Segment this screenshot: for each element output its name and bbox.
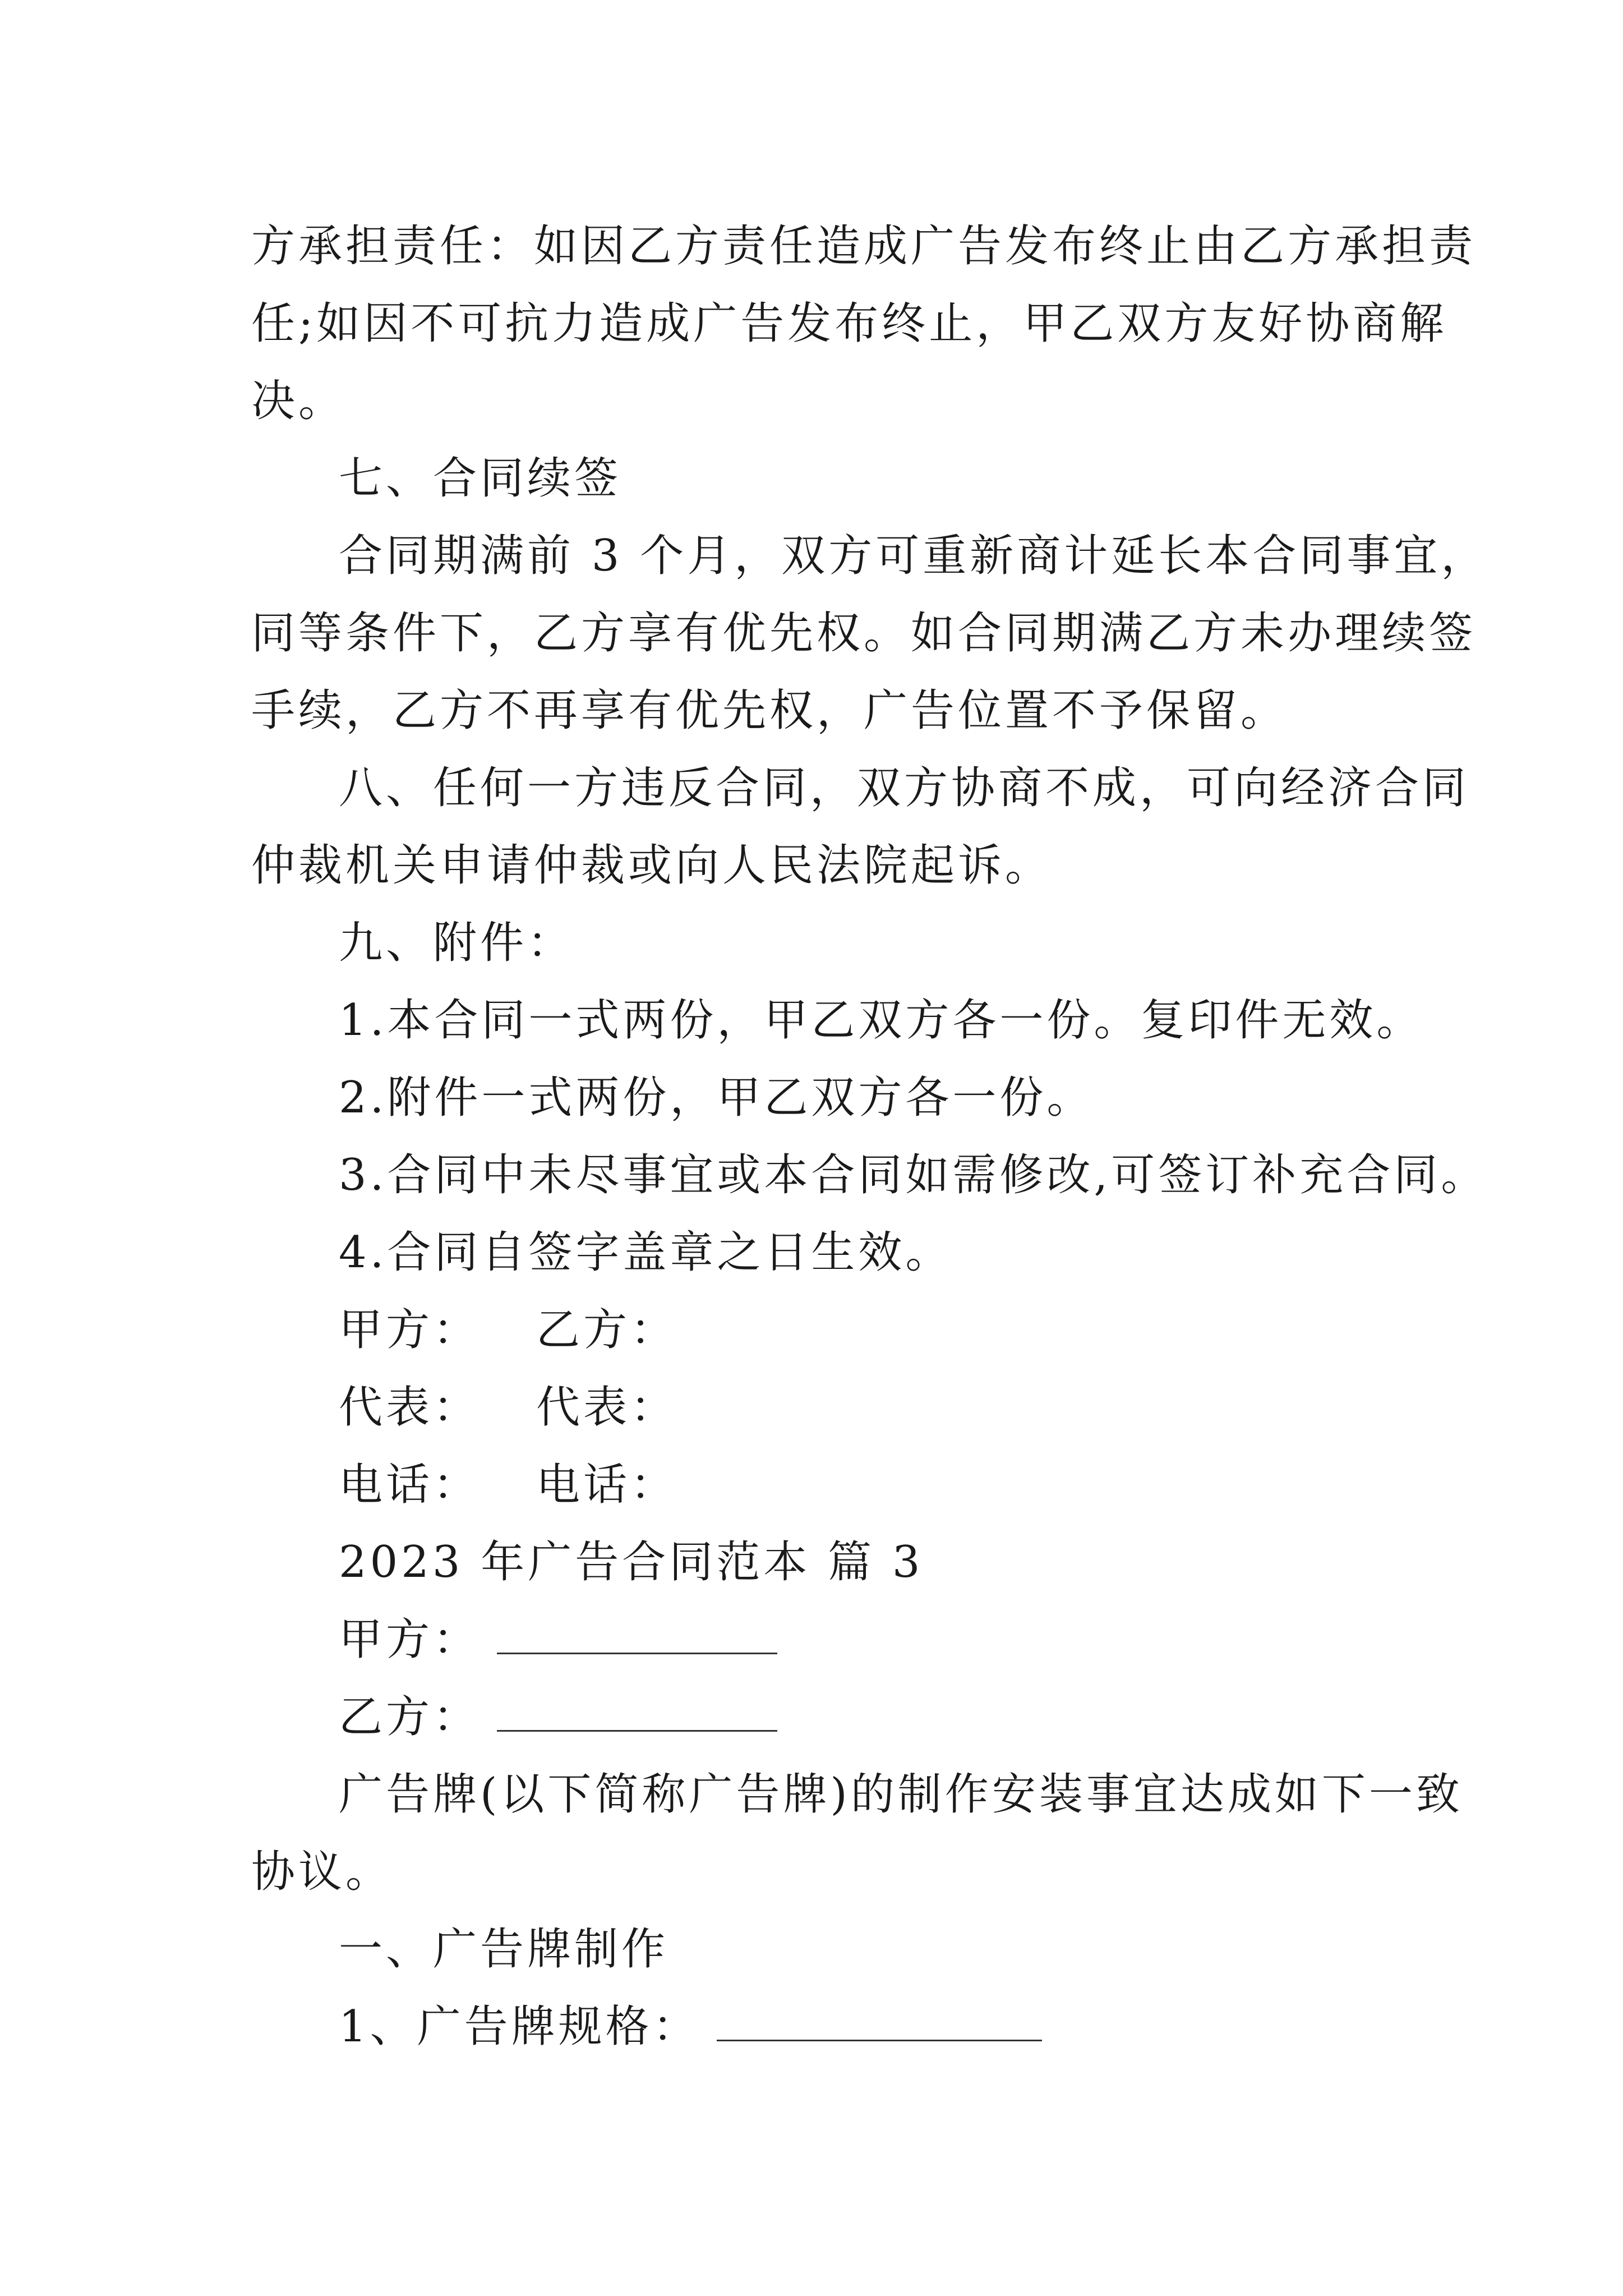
phone-b-label: 电话： xyxy=(536,1460,678,1510)
rep-b-label: 代表： xyxy=(536,1382,678,1433)
paragraph-line: 方承担责任：如因乙方责任造成广告发布终止由乙方承担责 xyxy=(251,221,1477,272)
party-b-blank[interactable] xyxy=(497,1695,777,1732)
signature-phone-row xyxy=(251,1446,1390,1524)
party-a-label: 甲方： xyxy=(339,1305,481,1355)
section-heading-sign-making: 一、广告牌制作 xyxy=(339,1924,669,1975)
section-heading-attachments: 九、附件： xyxy=(339,918,575,968)
list-item: 2.附件一式两份，甲乙双方各一份。 xyxy=(339,1073,1094,1123)
spec-blank[interactable] xyxy=(717,2005,1042,2041)
spec-field-row xyxy=(251,1988,1390,2065)
document-page xyxy=(251,208,1488,2065)
phone-a-label: 电话： xyxy=(339,1460,481,1510)
list-item: 3.合同中未尽事宜或本合同如需修改,可签订补充合同。 xyxy=(339,1150,1488,1200)
section-title: 2023 年广告合同范本 篇 3 xyxy=(339,1537,924,1588)
paragraph-line: 合同期满前 3 个月，双方可重新商计延长本合同事宜， xyxy=(339,531,1488,581)
paragraph-line: 广告牌(以下简称广告牌)的制作安装事宜达成如下一致 xyxy=(339,1769,1463,1820)
list-item: 4.合同自签字盖章之日生效。 xyxy=(339,1227,953,1278)
section-heading-renewal: 七、合同续签 xyxy=(339,453,622,504)
paragraph-line: 决。 xyxy=(251,376,346,426)
rep-a-label: 代表： xyxy=(339,1382,481,1433)
party-b-field-label: 乙方： xyxy=(339,1692,481,1742)
paragraph-line: 协议。 xyxy=(251,1847,393,1897)
party-b-label: 乙方： xyxy=(536,1305,678,1355)
spec-field-label: 1、广告牌规格： xyxy=(339,2001,700,2052)
section-heading-dispute: 八、任何一方违反合同，双方协商不成，可向经济合同 xyxy=(339,763,1470,813)
paragraph-line: 手续，乙方不再享有优先权，广告位置不予保留。 xyxy=(251,685,1288,736)
paragraph-line: 同等条件下，乙方享有优先权。如合同期满乙方未办理续签 xyxy=(251,608,1477,659)
paragraph-line: 任;如因不可抗力造成广告发布终止，甲乙双方友好协商解 xyxy=(251,298,1447,349)
signature-rep-row xyxy=(251,1369,1390,1446)
party-a-field-label: 甲方： xyxy=(339,1614,481,1665)
list-item: 1.本合同一式两份，甲乙双方各一份。复印件无效。 xyxy=(339,995,1424,1046)
signature-party-row xyxy=(251,1291,1390,1369)
party-a-blank[interactable] xyxy=(497,1618,777,1654)
paragraph-line: 仲裁机关申请仲裁或向人民法院起诉。 xyxy=(251,840,1053,891)
party-b-field-row xyxy=(251,1678,1390,1756)
party-a-field-row xyxy=(251,1601,1390,1678)
